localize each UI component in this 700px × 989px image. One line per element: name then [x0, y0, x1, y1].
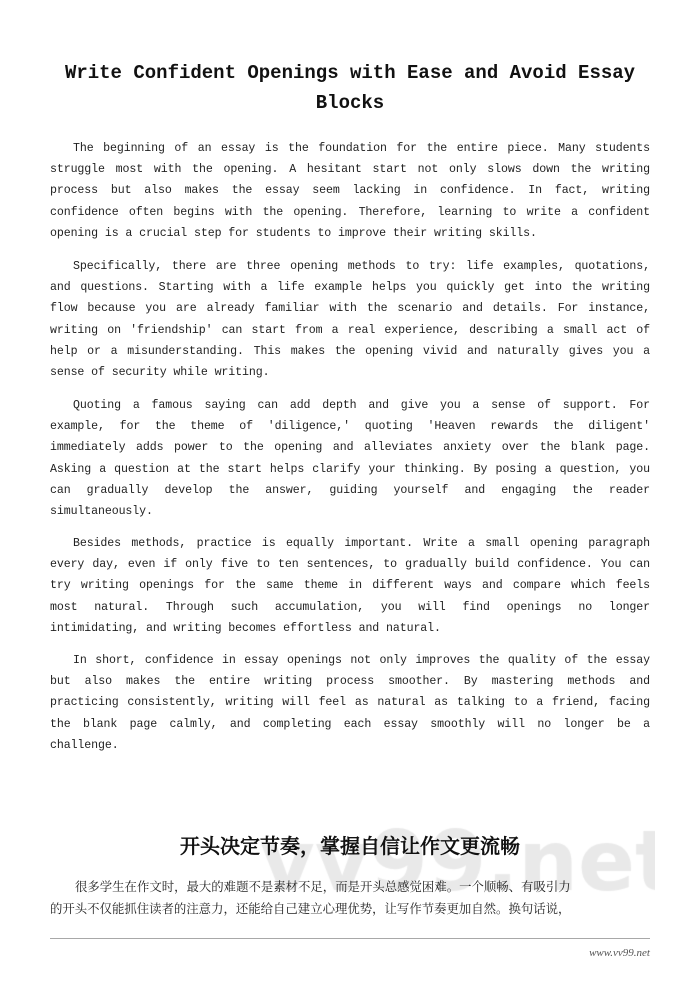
- title-line: Write Confident Openings with Ease and Avoid Essay: [64, 62, 636, 84]
- paragraph-line: Specifically, there are three opening methods to try: life examples, quotations,: [73, 260, 650, 273]
- paragraph-line: help or a misunderstanding. This makes the opening vivid and naturally gives you a: [50, 344, 650, 358]
- paragraph-line: and questions. Starting with a life example helps you quickly get into the writing: [50, 281, 650, 295]
- paragraph-line: Quoting a famous saying can add depth and give you a sense of support. For: [73, 399, 650, 412]
- footer-divider: [50, 938, 650, 939]
- body-paragraph: [50, 395, 650, 522]
- footer-url: www.vv99.net: [589, 947, 650, 959]
- body-paragraph: [50, 533, 650, 639]
- paragraph-line: confidence often begins with the opening. Therefore, learning to write a confident: [50, 205, 650, 219]
- paragraph-line: process but also makes the essay seem lacking in confidence. In fact, writing: [50, 184, 650, 198]
- paragraph-line: the blank page calmly, and completing each essay smoothly will no longer be a: [50, 717, 650, 731]
- body-paragraph: [50, 650, 650, 756]
- paragraph-line: every day, even if only five to ten sentences, to gradually build confidence. You can: [50, 558, 650, 572]
- paragraph-line: 的开头不仅能抓住读者的注意力，还能给自己建立心理优势，让写作节奏更加自然。换句话说，: [50, 901, 571, 916]
- paragraph-line: sense of security while writing.: [50, 365, 270, 379]
- paragraph-line: try writing openings for the same theme in different ways and compare which feels: [50, 579, 650, 593]
- body-paragraph: [50, 256, 650, 383]
- paragraph-line: example, for the theme of 'diligence,' quoting 'Heaven rewards the diligent': [50, 420, 650, 434]
- paragraph-line: can gradually develop the answer, guiding yourself and engaging the reader: [50, 483, 650, 497]
- paragraph-line: challenge.: [50, 738, 119, 752]
- paragraph-line: writing on 'friendship' can start from a real experience, describing a small act of: [50, 323, 650, 337]
- page-title: [40, 58, 660, 118]
- paragraph-line: struggle most with the opening. A hesitant start not only slows down the writing: [50, 163, 650, 177]
- paragraph-line: The beginning of an essay is the foundation for the entire piece. Many students: [73, 142, 650, 155]
- paragraph-line: simultaneously.: [50, 504, 153, 518]
- paragraph-line: 很多学生在作文时，最大的难题不是素材不足，而是开头总感觉困难。一个顺畅、有吸引力: [75, 879, 571, 894]
- paragraph-line: flow because you are already familiar with the scenario and details. For instance,: [50, 302, 650, 316]
- paragraph-line: intimidating, and writing becomes effortless and natural.: [50, 621, 441, 635]
- paragraph-line: Besides methods, practice is equally important. Write a small opening paragraph: [73, 537, 650, 550]
- paragraph-line: Asking a question at the start helps clarify your thinking. By posing a question, you: [50, 462, 650, 476]
- paragraph-line: In short, confidence in essay openings not only improves the quality of the essay: [73, 654, 650, 667]
- title-line: Blocks: [315, 92, 385, 114]
- paragraph-line: practicing consistently, writing will feel as natural as talking to a friend, facing: [50, 696, 650, 710]
- paragraph-line: but also makes the entire writing process smoother. By mastering methods and: [50, 675, 650, 689]
- paragraph-line: immediately adds power to the opening and alleviates anxiety over the blank page.: [50, 441, 650, 455]
- chinese-heading: 开头决定节奏，掌握自信让作文更流畅: [180, 834, 520, 858]
- chinese-paragraph: [50, 876, 650, 920]
- body-paragraph: [50, 138, 650, 244]
- paragraph-line: most natural. Through such accumulation, you will find openings no longer: [50, 600, 650, 614]
- paragraph-line: opening is a crucial step for students to improve their writing skills.: [50, 226, 537, 240]
